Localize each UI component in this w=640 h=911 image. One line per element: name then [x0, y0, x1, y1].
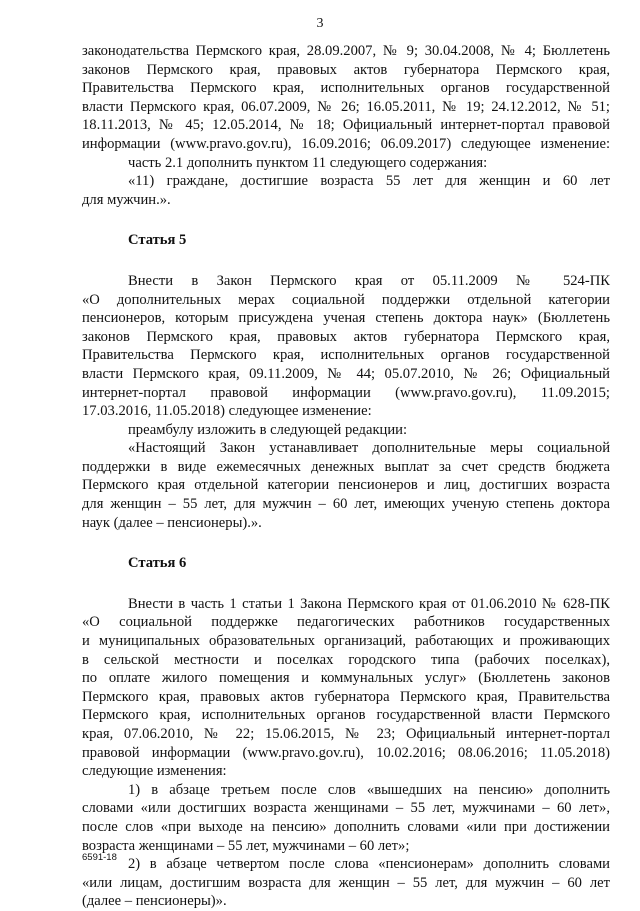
paragraph-line: Пермского края, правовых актов губернатора Пермского края, Правительства: [82, 688, 610, 705]
paragraph-line: «Настоящий Закон устанавливает дополнительные меры социальной: [128, 440, 610, 457]
paragraph-line: Пермского края отдельной категории пенсионеров и лиц, достигших возраста: [82, 477, 610, 494]
document-code: 6591-18: [82, 852, 117, 863]
paragraph-line: интернет-портал правовой информации (www.pravo.gov.ru), 11.09.2015;: [82, 384, 610, 401]
paragraph-line: информации (www.pravo.gov.ru), 16.09.2016; 06.09.2017) следующее изменение:: [82, 135, 610, 152]
paragraph-line: часть 2.1 дополнить пунктом 11 следующего содержания:: [128, 154, 488, 171]
paragraph-line: «О дополнительных мерах социальной поддержки отдельной категории: [82, 291, 610, 308]
paragraph-line: власти Пермского края, 09.11.2009, № 44; 05.07.2010, № 26; Официальный: [82, 365, 610, 382]
paragraph-line: наук (далее – пенсионеры).».: [82, 514, 262, 531]
paragraph-line: для мужчин.».: [82, 191, 171, 208]
paragraph-line: Пермского края, исполнительных органов государственной власти Пермского: [82, 707, 610, 724]
paragraph-line: правовой информации (www.pravo.gov.ru), 10.02.2016; 08.06.2016; 11.05.2018): [82, 744, 610, 761]
article-6-heading: Статья 6: [128, 555, 187, 572]
paragraph-line: 17.03.2016, 11.05.2018) следующее изменение:: [82, 403, 372, 420]
page-number: 3: [316, 16, 324, 31]
paragraph-line: «11) граждане, достигшие возраста 55 лет для женщин и 60 лет: [128, 173, 610, 190]
paragraph-line: поддержки в виде ежемесячных денежных выплат за счет средств бюджета: [82, 458, 610, 475]
paragraph-line: после слов «при выходе на пенсию» дополнить словами «или при достижении: [82, 818, 610, 835]
paragraph-line: пенсионеров, которым присуждена ученая степень доктора наук» (Бюллетень: [82, 310, 610, 327]
paragraph-line: для женщин – 55 лет, для мужчин – 60 лет, имеющих ученую степень доктора: [82, 496, 610, 513]
paragraph-line: края, 07.06.2010, № 22; 15.06.2015, № 23; Официальный интернет-портал: [82, 726, 610, 742]
paragraph-line: «О социальной поддержке педагогических работников государственных: [82, 614, 610, 631]
paragraph-line: словами «или достигших возраста женщинами – 55 лет, мужчинами – 60 лет»,: [82, 800, 610, 817]
paragraph-line: 2) в абзаце четвертом после слова «пенсионерам» дополнить словами: [128, 856, 610, 873]
document-body: [82, 42, 610, 911]
paragraph-line: Внести в Закон Пермского края от 05.11.2009 № 524-ПК: [128, 272, 610, 289]
paragraph-line: в сельской местности и поселках городского типа (рабочих поселках),: [82, 651, 610, 668]
paragraph-line: следующие изменения:: [82, 763, 227, 780]
article-5-heading: Статья 5: [128, 232, 187, 249]
paragraph-line: преамбулу изложить в следующей редакции:: [128, 421, 408, 438]
paragraph-line: Правительства Пермского края, исполнительных органов государственной: [82, 80, 610, 97]
paragraph-line: по оплате жилого помещения и коммунальных услуг» (Бюллетень законов: [82, 670, 610, 687]
paragraph-line: власти Пермского края, 06.07.2009, № 26; 16.05.2011, № 19; 24.12.2012, № 51;: [82, 98, 610, 115]
paragraph-line: законов Пермского края, правовых актов губернатора Пермского края,: [82, 61, 610, 78]
paragraph-line: (далее – пенсионеры)».: [82, 893, 227, 910]
paragraph-line: 18.11.2013, № 45; 12.05.2014, № 18; Официальный интернет-портал правовой: [82, 117, 610, 134]
paragraph-line: возраста женщинами – 55 лет, мужчинами – 60 лет»;: [82, 837, 410, 854]
paragraph-line: законов Пермского края, правовых актов губернатора Пермского края,: [82, 328, 610, 345]
paragraph-line: 1) в абзаце третьем после слов «вышедших на пенсию» дополнить: [128, 781, 610, 798]
paragraph-line: и муниципальных образовательных организаций, работающих и проживающих: [82, 633, 610, 650]
paragraph-line: законодательства Пермского края, 28.09.2007, № 9; 30.04.2008, № 4; Бюллетень: [82, 43, 610, 59]
paragraph-line: Внести в часть 1 статьи 1 Закона Пермского края от 01.06.2010 № 628-ПК: [128, 595, 610, 612]
paragraph-line: «или лицам, достигшим возраста для женщин – 55 лет, для мужчин – 60 лет: [82, 874, 610, 891]
paragraph-line: Правительства Пермского края, исполнительных органов государственной: [82, 347, 610, 364]
